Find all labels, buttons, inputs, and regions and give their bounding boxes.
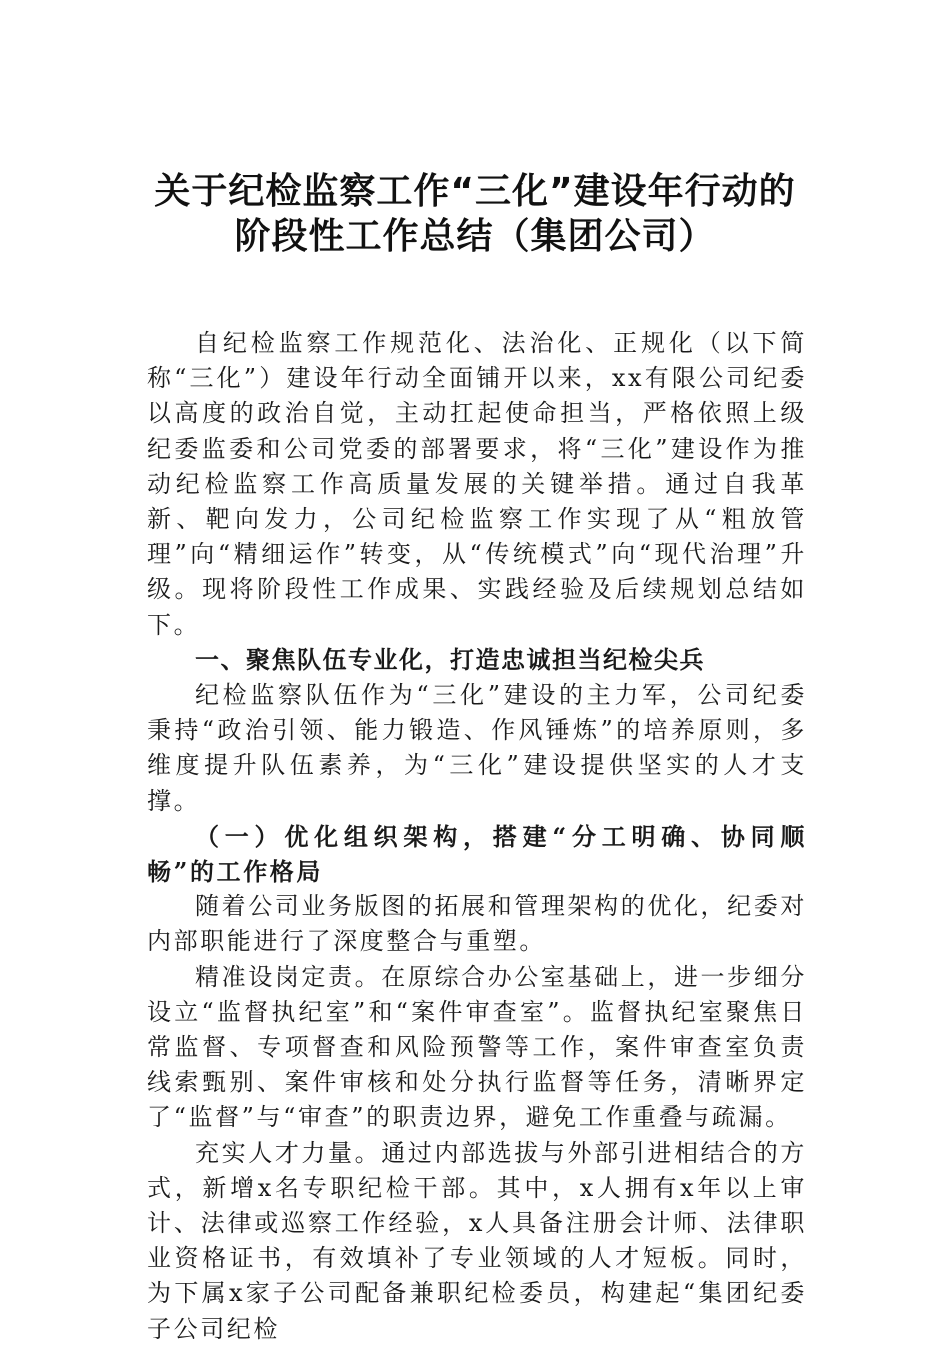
paragraph-job-responsibilities: 精准设岗定责。在原综合办公室基础上，进一步细分设立“监督执纪室”和“案件审查室”。监督执纪室聚焦日常监督、专项督查和风险预警等工作，案件审查室负责线索甄别、案件审核和处分执行监督等任务，清晰界定了“监督”与“审查”的职责边界，避免工作重叠与疏漏。 xyxy=(147,962,807,1132)
paragraph-talent-strength: 充实人才力量。通过内部选拔与外部引进相结合的方式，新增x名专职纪检干部。其中，x人拥有x年以上审计、法律或巡察工作经验，x人具备注册会计师、法律职业资格证书，有效填补了专业领域的人才短板。同时，为下属x家子公司配备兼职纪检委员，构建起“集团纪委子公司纪检 xyxy=(147,1138,807,1343)
document-title-line-2: 阶段性工作总结（集团公司） xyxy=(234,216,716,257)
section-1-intro-paragraph: 纪检监察队伍作为“三化”建设的主力军，公司纪委秉持“政治引领、能力锻造、作风锤炼”的培养原则，多维度提升队伍素养，为“三化”建设提供坚实的人才支撑。 xyxy=(147,681,807,815)
intro-paragraph: 自纪检监察工作规范化、法治化、正规化（以下简称“三化”）建设年行动全面铺开以来，xx有限公司纪委以高度的政治自觉，主动扛起使命担当，严格依照上级纪委监委和公司党委的部署要求，将“三化”建设作为推动纪检监察工作高质量发展的关键举措。通过自我革新、靶向发力，公司纪检监察工作实现了从“粗放管理”向“精细运作”转变，从“传统模式”向“现代治理”升级。现将阶段性工作成果、实践经验及后续规划总结如下。 xyxy=(147,329,807,639)
section-heading-1: 一、聚焦队伍专业化，打造忠诚担当纪检尖兵 xyxy=(195,645,705,674)
subsection-heading-1: （一）优化组织架构，搭建“分工明确、协同顺畅”的工作格局 xyxy=(147,821,807,887)
document-body xyxy=(147,326,807,1347)
subsection-1-intro-paragraph: 随着公司业务版图的拓展和管理架构的优化，纪委对内部职能进行了深度整合与重塑。 xyxy=(147,892,807,956)
document-title-line-1: 关于纪检监察工作“三化”建设年行动的 xyxy=(154,171,796,212)
